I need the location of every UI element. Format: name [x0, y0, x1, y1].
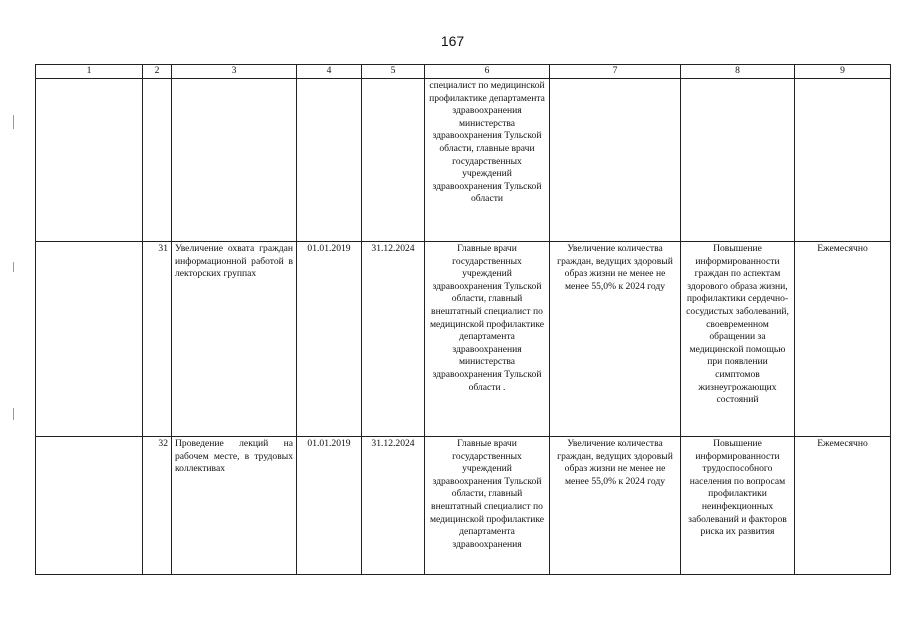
table-row	[36, 437, 891, 575]
cell-period	[795, 79, 891, 242]
cell-result	[681, 79, 795, 242]
cell-indicator: Увеличение количества граждан, ведущих здоровый образ жизни не менее не менее 55,0% к 2024 году	[550, 437, 681, 575]
cell-col1	[36, 437, 143, 575]
scan-margin-mark	[13, 262, 14, 272]
cell-result: Повышение информированности граждан по аспектам здорового образа жизни, профилактики сердечно-сосудистых заболеваний, своевременном обращении за медицинской помощью при появлении симптомов жизнеугрожающих состояний	[681, 242, 795, 437]
cell-event: Увеличение охвата граждан информационной работой в лекторских группах	[172, 242, 297, 437]
column-number-6: 6	[425, 65, 550, 79]
scan-margin-mark	[13, 408, 14, 420]
cell-number: 31	[143, 242, 172, 437]
cell-end-date: 31.12.2024	[362, 242, 425, 437]
cell-indicator	[550, 79, 681, 242]
cell-event	[172, 79, 297, 242]
column-number-9: 9	[795, 65, 891, 79]
cell-start-date	[297, 79, 362, 242]
cell-period: Ежемесячно	[795, 242, 891, 437]
cell-start-date: 01.01.2019	[297, 437, 362, 575]
page-number: 167	[440, 33, 465, 49]
cell-number: 32	[143, 437, 172, 575]
cell-executor: Главные врачи государственных учреждений здравоохранения Тульской области, главный внештатный специалист по медицинской профилактике департамента здравоохранения	[425, 437, 550, 575]
cell-col1	[36, 79, 143, 242]
cell-number	[143, 79, 172, 242]
cell-indicator: Увеличение количества граждан, ведущих здоровый образ жизни не менее не менее 55,0% к 2024 году	[550, 242, 681, 437]
table-row	[36, 79, 891, 242]
cell-result: Повышение информированности трудоспособного населения по вопросам профилактики неинфекционных заболеваний и факторов риска их развития	[681, 437, 795, 575]
table-row	[36, 242, 891, 437]
cell-end-date	[362, 79, 425, 242]
cell-executor: специалист по медицинской профилактике департамента здравоохранения министерства здравоохранения Тульской области, главные врачи государственных учреждений здравоохранения Тульской области	[425, 79, 550, 242]
column-number-2: 2	[143, 65, 172, 79]
measures-table	[35, 64, 891, 575]
cell-col1	[36, 242, 143, 437]
column-number-1: 1	[36, 65, 143, 79]
column-number-5: 5	[362, 65, 425, 79]
cell-period: Ежемесячно	[795, 437, 891, 575]
header-row	[36, 65, 891, 79]
cell-executor: Главные врачи государственных учреждений здравоохранения Тульской области, главный внештатный специалист по медицинской профилактике департамента здравоохранения министерства здравоохранения Тульской области .	[425, 242, 550, 437]
cell-start-date: 01.01.2019	[297, 242, 362, 437]
scan-margin-mark	[13, 115, 14, 129]
column-number-3: 3	[172, 65, 297, 79]
cell-event: Проведение лекций на рабочем месте, в трудовых коллективах	[172, 437, 297, 575]
column-number-8: 8	[681, 65, 795, 79]
column-number-7: 7	[550, 65, 681, 79]
cell-end-date: 31.12.2024	[362, 437, 425, 575]
column-number-4: 4	[297, 65, 362, 79]
